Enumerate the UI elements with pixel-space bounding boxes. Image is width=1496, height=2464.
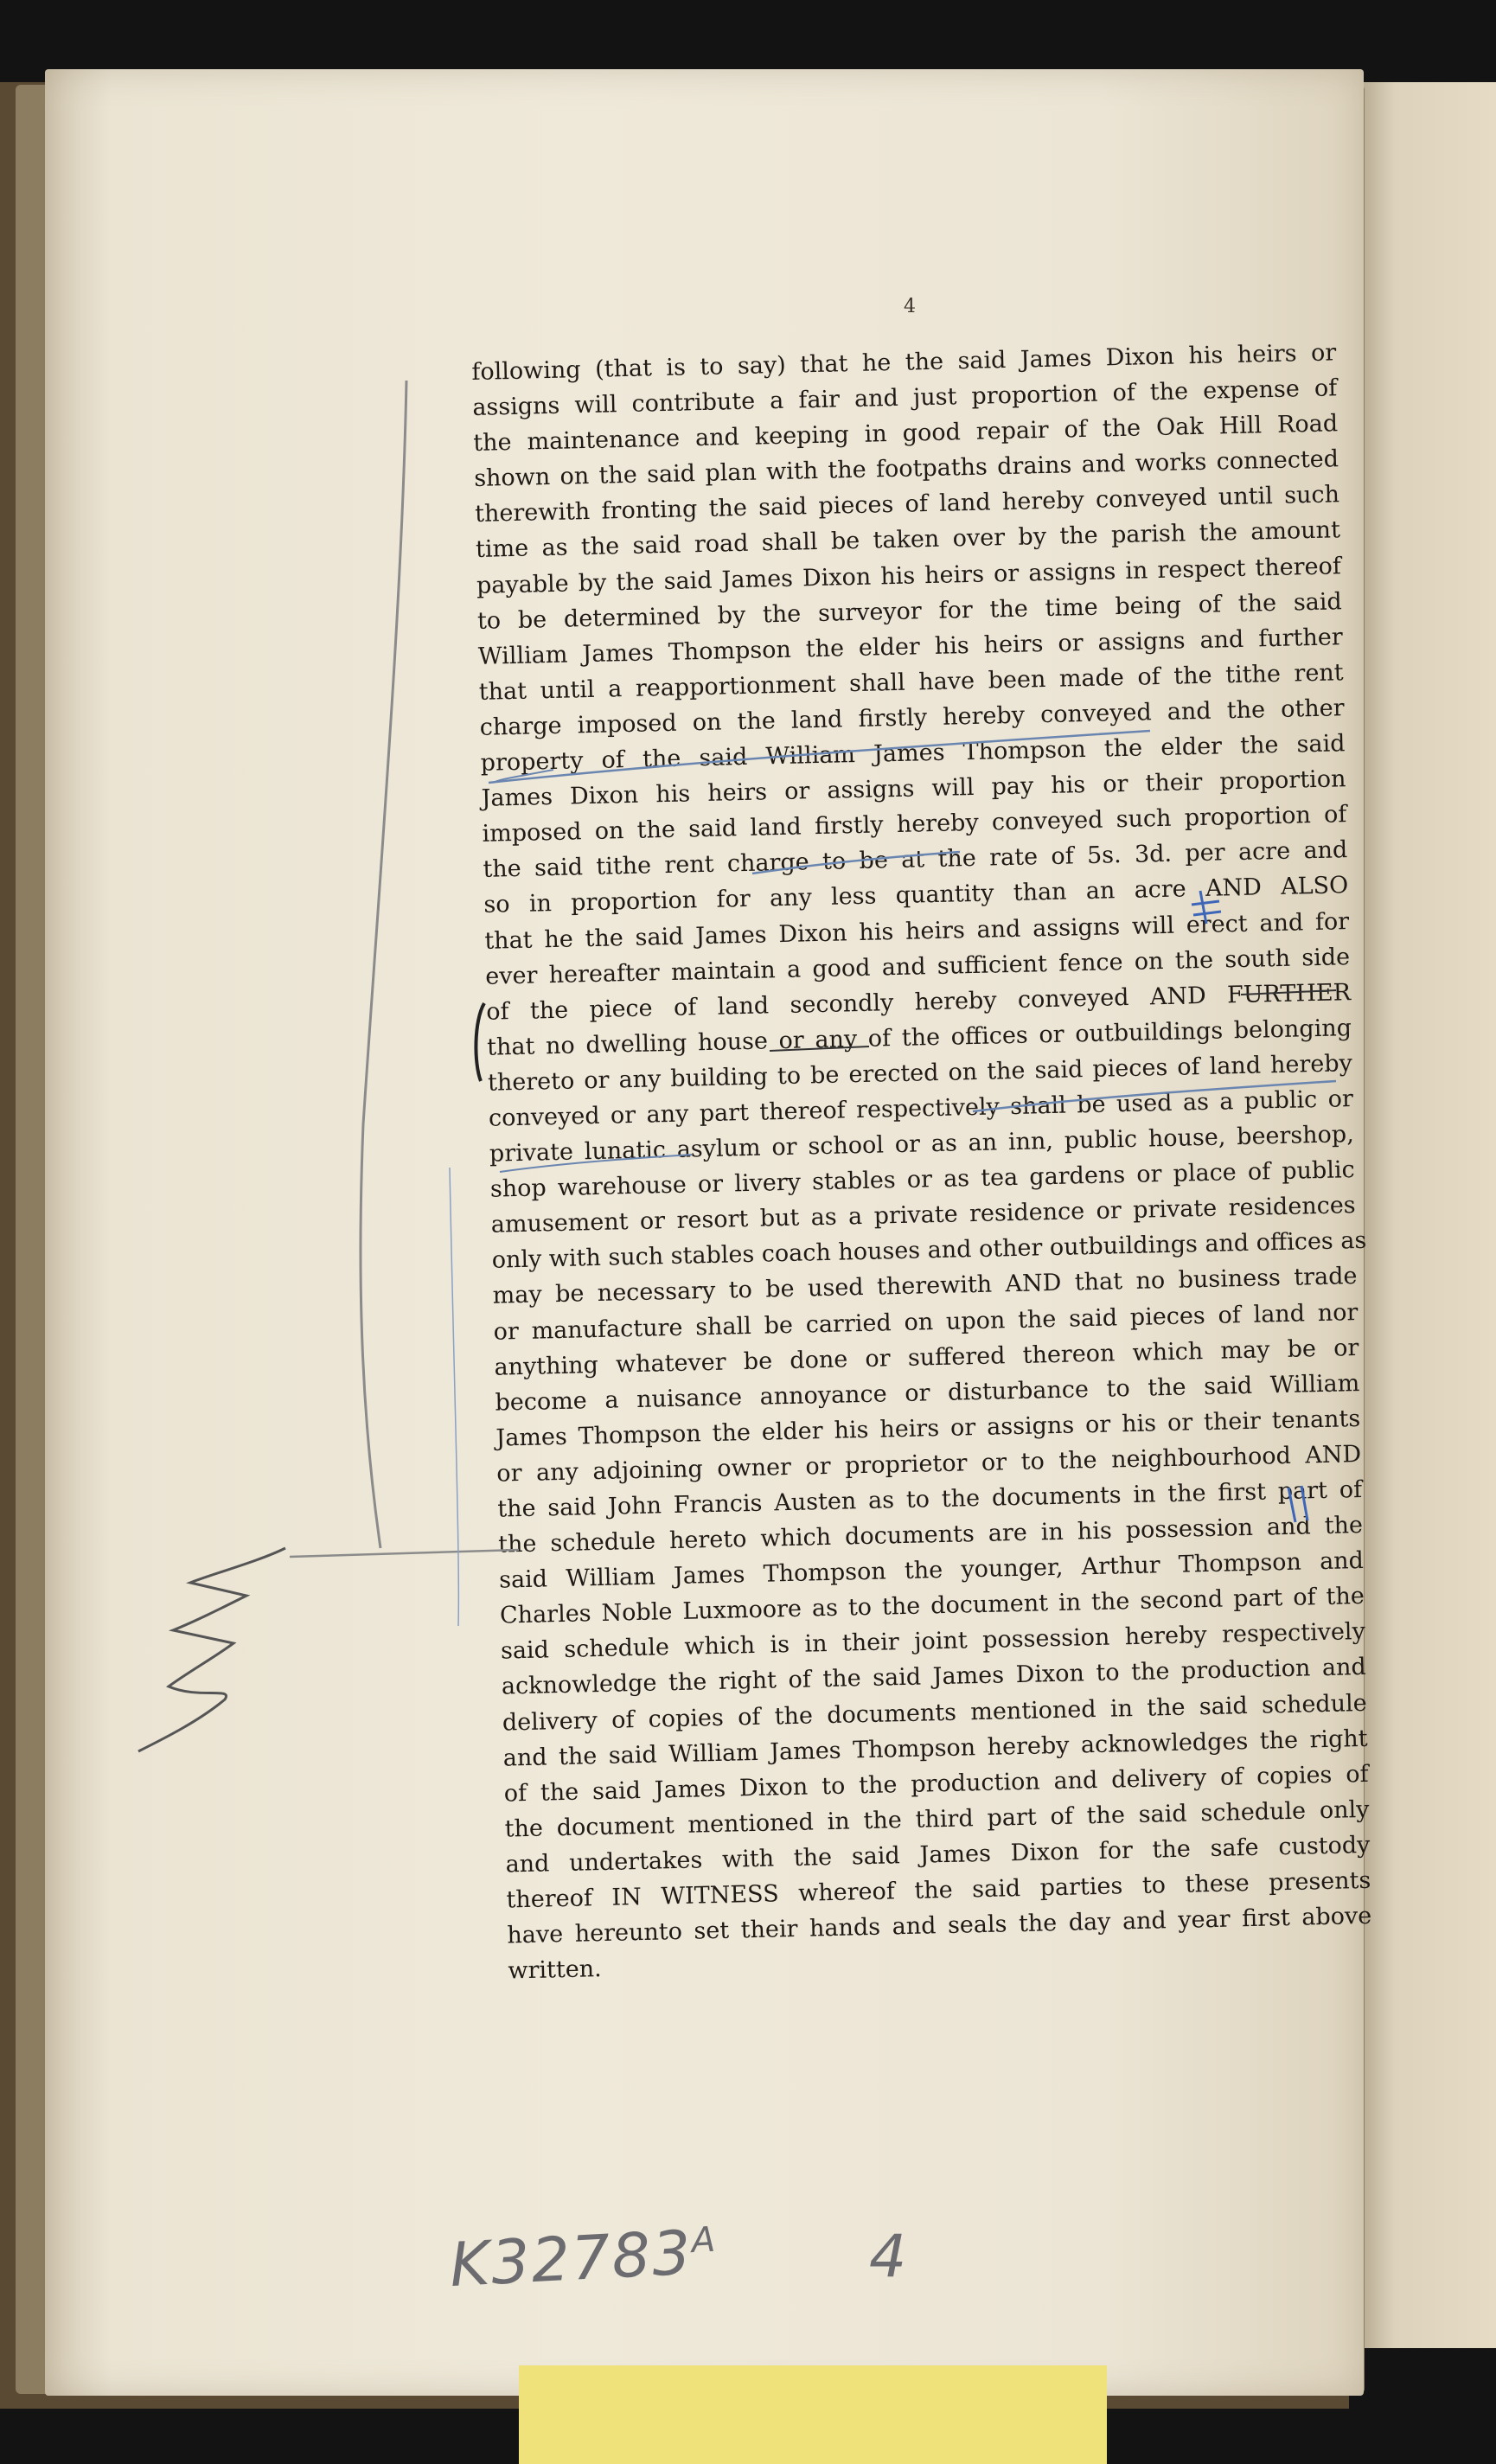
text-line: anything whatever be done or suffered thereon which may be or [494, 1334, 1359, 1381]
text-line: the schedule hereto which documents are in his possession and the [497, 1512, 1364, 1558]
text-line: may be necessary to be used therewith AND that no business trade [492, 1263, 1358, 1310]
page-number: 4 [904, 296, 916, 317]
text-line: that he the said James Dixon his heirs and assigns will erect and for [484, 907, 1350, 955]
text-line: and undertakes with the said James Dixon for the safe custody [505, 1831, 1371, 1878]
text-line: and the said William James Thompson hereby acknowledges the right [502, 1725, 1368, 1772]
text-line: said schedule which is in their joint possession hereby respectively [500, 1618, 1366, 1665]
text-line: property of the said William James Thompson the elder the said [480, 730, 1346, 777]
text-line: or any adjoining owner or proprietor or to the neighbourhood AND [496, 1440, 1362, 1488]
catalog-number: $K32783^A$ [448, 2217, 719, 2301]
text-line: assigns will contribute a fair and just proportion of the expense of [472, 374, 1338, 422]
text-line: imposed on the said land firstly hereby conveyed such proportion of [482, 801, 1347, 848]
text-line: have hereunto set their hands and seals the day and year first above [507, 1902, 1372, 1949]
text-line: time as the said road shall be taken over by the parish the amount [475, 516, 1341, 564]
text-line: William James Thompson the elder his heirs or assigns and further [477, 623, 1344, 670]
text-line: the document mentioned in the third part of the said schedule only [504, 1795, 1370, 1843]
deed-text [471, 335, 1373, 1989]
text-line: that until a reapportionment shall have been made of the tithe rent [478, 659, 1344, 706]
text-line: delivery of copies of the documents mentioned in the said schedule [502, 1689, 1367, 1737]
text-line: of the piece of land secondly hereby conveyed AND FURTHER [485, 978, 1352, 1026]
folio-number: 4 [869, 2223, 907, 2291]
text-line: to be determined by the surveyor for the time being of the said [476, 587, 1343, 635]
text-line: acknowledge the right of the said James Dixon to the production and [501, 1654, 1367, 1701]
text-line: the maintenance and keeping in good repair of the Oak Hill Road [472, 410, 1339, 458]
text-line: charge imposed on the land firstly hereby conveyed and the other [479, 694, 1345, 741]
text-line: written. [508, 1955, 603, 1985]
text-line: so in proportion for any less quantity than an acre AND ALSO [483, 872, 1349, 919]
text-line: shop warehouse or livery stables or as tea gardens or place of public [489, 1156, 1356, 1203]
text-line: private lunatic asylum or school or as an inn, public house, beershop, [489, 1121, 1355, 1168]
text-line: ever hereafter maintain a good and sufficient fence on the south side [484, 943, 1351, 990]
text-line: amusement or resort but as a private residence or private residences [490, 1192, 1356, 1238]
text-line: following (that is to say) that he the said James Dixon his heirs or [471, 339, 1337, 386]
text-line: Charles Noble Luxmoore as to the document in the second part of the [499, 1583, 1365, 1629]
text-line: conveyed or any part thereof respectively shall be used as a public or [488, 1085, 1354, 1132]
text-line: therewith fronting the said pieces of land hereby conveyed until such [474, 481, 1340, 528]
text-line: the said John Francis Austen as to the documents in the first part of [496, 1475, 1363, 1523]
yellow-tag [519, 2365, 1107, 2464]
text-line: James Thompson the elder his heirs or assigns or his or their tenants [495, 1405, 1361, 1452]
text-line: of the said James Dixon to the production and delivery of copies of [503, 1760, 1369, 1808]
text-line: payable by the said James Dixon his heirs or assigns in respect thereof [476, 552, 1342, 599]
text-line: shown on the said plan with the footpaths drains and works connected [473, 445, 1339, 493]
text-line: the said tithe rent charge to be at the rate of 5s. 3d. per acre and [483, 836, 1348, 884]
text-line: said William James Thompson the younger, Arthur Thompson and [498, 1547, 1365, 1594]
text-line: only with such stables coach houses and other outbuildings and offices as [491, 1227, 1367, 1275]
text-line: become a nuisance annoyance or disturbance to the said William [495, 1369, 1360, 1417]
text-line: thereto or any building to be erected on the said pieces of land hereby [487, 1049, 1353, 1097]
text-line: or manufacture shall be carried on upon the said pieces of land nor [493, 1298, 1359, 1346]
text-line: thereof IN WITNESS whereof the said parties to these presents [506, 1866, 1371, 1914]
text-line: James Dixon his heirs or assigns will pay his or their proportion [481, 765, 1346, 812]
text-line: that no dwelling house or any of the offices or outbuildings belonging [486, 1014, 1352, 1061]
